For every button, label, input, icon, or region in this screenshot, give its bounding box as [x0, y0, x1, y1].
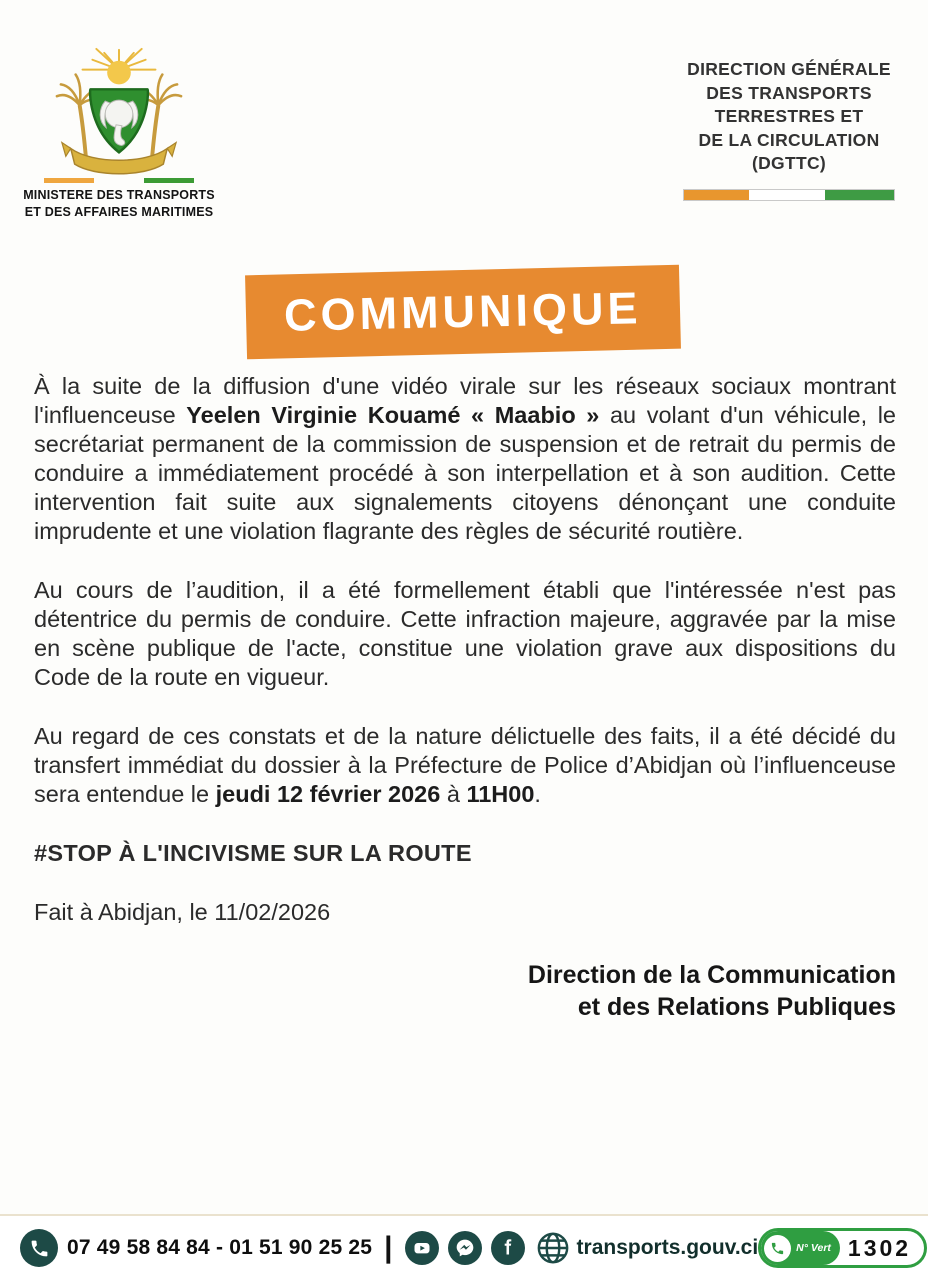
ministry-name-line1: MINISTERE DES TRANSPORTS: [23, 188, 215, 202]
direction-line: DIRECTION GÉNÉRALE: [687, 59, 891, 79]
facebook-icon[interactable]: [491, 1231, 525, 1265]
mini-flag-bar: [44, 178, 194, 183]
ministry-logo: [14, 44, 224, 221]
direction-line: DES TRANSPORTS: [706, 82, 872, 103]
dateline: Fait à Abidjan, le 11/02/2026: [34, 899, 331, 925]
footer-separator: |: [384, 1231, 393, 1264]
nvert-number: 1302: [847, 1234, 912, 1261]
nvert-phone-icon: [764, 1235, 791, 1262]
direction-line: TERRESTRES ET: [714, 106, 864, 126]
website-link[interactable]: transports.gouv.ci: [576, 1236, 759, 1259]
contact-footer: [0, 1214, 928, 1280]
green-number-left: [761, 1231, 840, 1265]
paragraph-3: Au regard de ces constats et de la nature délictuelle des faits, il a été décidé du transfert immédiat du dossier à la Préfecture de Police d’Abidjan où l’influenceuse sera entendue le jeudi 12 février 2026 à 11H00.: [34, 723, 896, 807]
phone-icon: [20, 1229, 58, 1267]
globe-icon: [536, 1231, 570, 1265]
green-number-badge[interactable]: [758, 1228, 927, 1268]
communique-title: COMMUNIQUE: [283, 282, 643, 341]
direction-line: DE LA CIRCULATION: [698, 129, 880, 150]
coat-of-arms-icon: [35, 44, 203, 176]
direction-block: [676, 58, 902, 201]
paragraph-1: À la suite de la diffusion d'une vidéo virale sur les réseaux sociaux montrant l'influenceuse Yeelen Virginie Kouamé « Maabio » au volant d'un véhicule, le secrétariat permanent de la commission de suspension et de retrait du permis de conduire a immédiatement procédé à son interpellation et à son audition. Cette intervention fait suite aux signalements citoyens dénonçant une conduite imprudente et une violation flagrante des règles de sécurité routière.: [34, 373, 897, 544]
signature-line2: et des Relations Publiques: [577, 993, 896, 1021]
paragraph-2: Au cours de l’audition, il a été formellement établi que l'intéressée n'est pas détentrice du permis de conduire. Cette infraction majeure, aggravée par la mise en scène publique de l'acte, constitue une violation grave aux dispositions du Code de la route en vigueur.: [34, 577, 896, 690]
messenger-icon[interactable]: [448, 1231, 482, 1265]
communique-banner: [245, 265, 681, 360]
ministry-name-line2: ET DES AFFAIRES MARITIMES: [24, 205, 214, 219]
phone-numbers[interactable]: 07 49 58 84 84 - 01 51 90 25 25: [67, 1236, 373, 1259]
communique-body: [34, 372, 896, 1023]
ivory-coast-flag-bar: [683, 189, 895, 201]
youtube-icon[interactable]: [405, 1231, 439, 1265]
signature-block: [34, 959, 896, 1023]
signature-line1: Direction de la Communication: [527, 961, 896, 989]
direction-line: (DGTTC): [751, 153, 827, 173]
hashtag-line: #STOP À L'INCIVISME SUR LA ROUTE: [34, 840, 472, 866]
nvert-label: N° Vert: [796, 1242, 831, 1254]
